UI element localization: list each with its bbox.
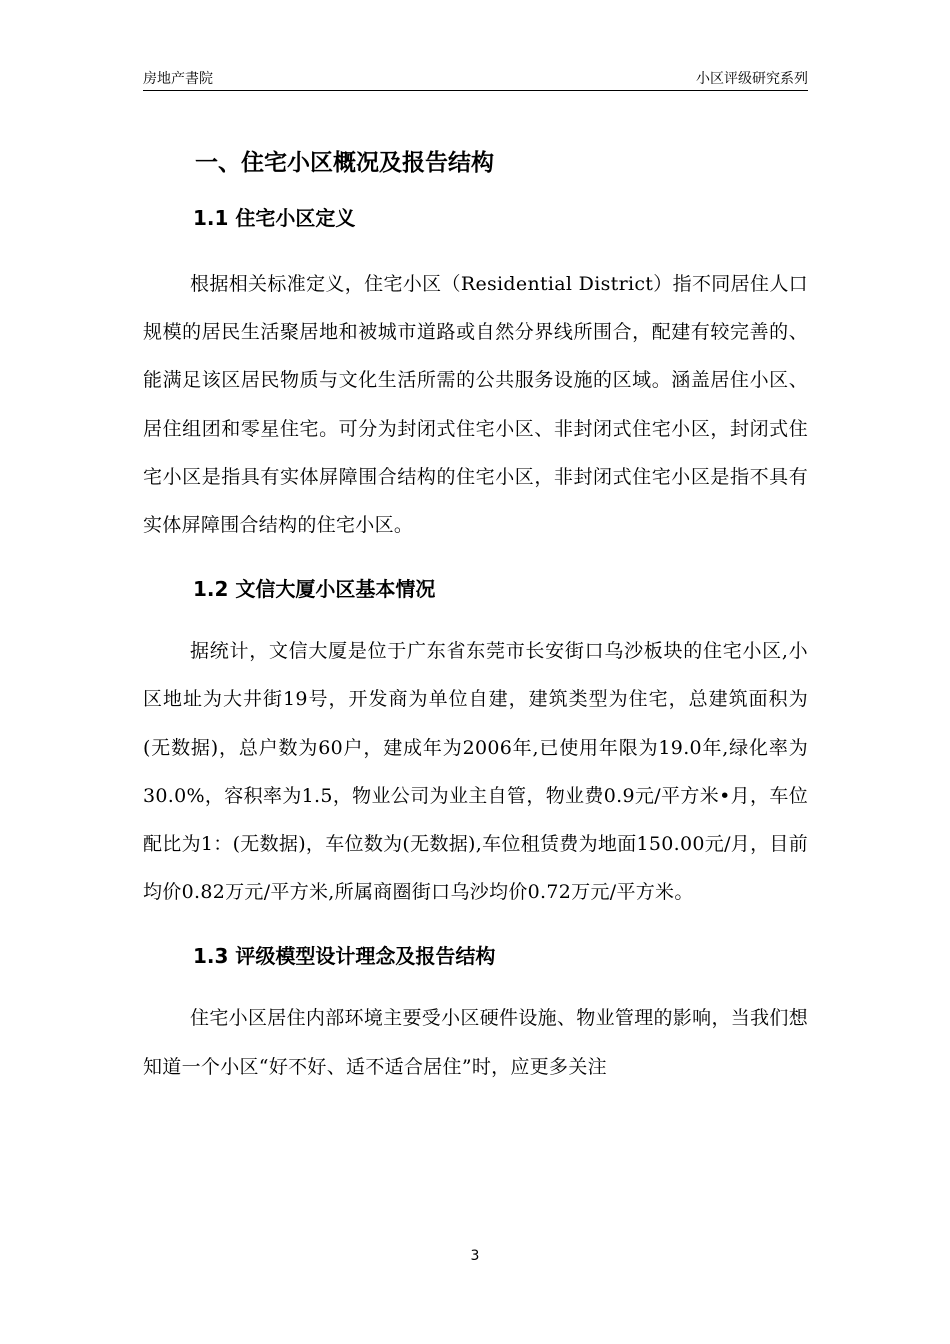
- header-publisher: 房地产書院: [143, 71, 213, 87]
- document-body: [143, 140, 808, 1091]
- paragraph-model-design: 住宅小区居住内部环境主要受小区硬件设施、物业管理的影响，当我们想知道一个小区“好不好、适不适合居住”时，应更多关注: [143, 1007, 808, 1078]
- paragraph-definition: 根据相关标准定义，住宅小区（Residential District）指不同居住人口规模的居民生活聚居地和被城市道路或自然分界线所围合，配建有较完善的、能满足该区居民物质与文化生活所需的公共服务设施的区域。涵盖居住小区、居住组团和零星住宅。可分为封闭式住宅小区、非封闭式住宅小区，封闭式住宅小区是指具有实体屏障围合结构的住宅小区，非封闭式住宅小区是指不具有实体屏障围合结构的住宅小区。: [143, 273, 808, 537]
- section-title: 一、住宅小区概况及报告结构: [195, 150, 494, 176]
- subsection-heading-1-3: 1.3 评级模型设计理念及报告结构: [193, 944, 496, 969]
- header-divider: [143, 90, 808, 91]
- header-series-title: 小区评级研究系列: [696, 71, 808, 87]
- page-header: [143, 68, 808, 90]
- paragraph-basic-info: 据统计，文信大厦是位于广东省东莞市长安街口乌沙板块的住宅小区,小区地址为大井街19号，开发商为单位自建，建筑类型为住宅，总建筑面积为(无数据)，总户数为60户，建成年为2006年,已使用年限为19.0年,绿化率为30.0%，容积率为1.5，物业公司为业主自管，物业费0.9元/平方米•月，车位配比为1：(无数据)，车位数为(无数据),车位租赁费为地面150.00元/月，目前均价0.82万元/平方米,所属商圈街口乌沙均价0.72万元/平方米。: [143, 640, 808, 904]
- subsection-heading-1-1: 1.1 住宅小区定义: [193, 206, 356, 230]
- page-number: 3: [470, 1248, 480, 1264]
- subsection-heading-1-2: 1.2 文信大厦小区基本情况: [193, 577, 436, 602]
